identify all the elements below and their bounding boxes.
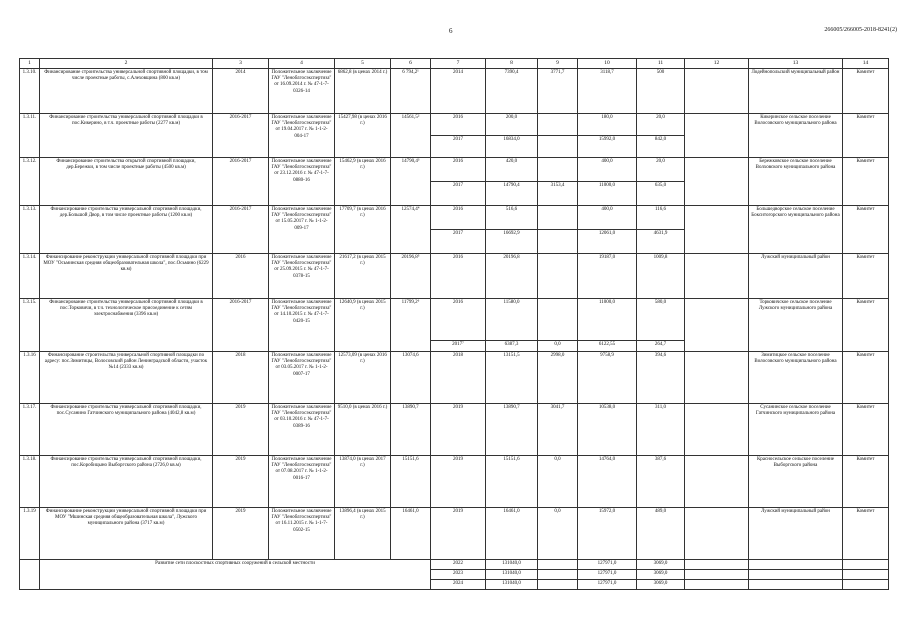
- row-number: 1.3.17.: [20, 403, 40, 455]
- measure-name: Финансирование строительства универсальной спортивной площадки в пос.Торковичи, в т.ч. технологическое присоединение к сетям электроснабжения (3396 кв.м): [40, 298, 213, 351]
- document-id: 266005/266005-2018-8241(2): [824, 27, 897, 33]
- cost-limit: 15151,6: [391, 455, 431, 507]
- regional-budget: 14764,0: [578, 455, 637, 507]
- regional-budget: 15992,0: [578, 135, 637, 157]
- executor: [749, 579, 843, 589]
- regional-budget: 11000,0: [578, 181, 637, 205]
- local-budget: 1009,8: [637, 253, 685, 298]
- funding-total: 20196,8: [486, 253, 538, 298]
- estimated-cost: 6862,8 (в ценах 2014 г.): [335, 68, 391, 113]
- federal-budget: 0,0: [538, 340, 578, 351]
- column-header: 8: [486, 59, 538, 69]
- column-header: 10: [578, 59, 637, 69]
- funding-total: 131040,0: [486, 559, 538, 569]
- page-number: 6: [449, 27, 453, 35]
- responsible: Комитет: [843, 68, 889, 113]
- funding-year: 2023: [431, 569, 486, 579]
- column-header: 9: [538, 59, 578, 69]
- estimated-cost: 21617,2 (в ценах 2015 г.): [335, 253, 391, 298]
- funding-year: 2018: [431, 351, 486, 403]
- cost-limit: 14790,4³: [391, 157, 431, 205]
- responsible: Комитет: [843, 113, 889, 157]
- local-budget: 387,6: [637, 455, 685, 507]
- local-budget: 20,0: [637, 113, 685, 135]
- expertise-conclusion: Положительное заключение ГАУ "Леноблгосэкспертиза" от 19.04.2017 г. № 1-1-2-004-17: [269, 113, 335, 157]
- responsible: Комитет: [843, 455, 889, 507]
- table-row: [20, 403, 889, 455]
- column-header: 4: [269, 59, 335, 69]
- funding-year: 2016: [431, 205, 486, 229]
- row-number: 1.3.19: [20, 507, 40, 559]
- column-header: 11: [637, 59, 685, 69]
- local-budget: 264,7: [637, 340, 685, 351]
- executor: Сусанинское сельское поселение Гатчинского муниципального района: [749, 403, 843, 455]
- cost-limit: 6 794,2¹: [391, 68, 431, 113]
- expertise-conclusion: Положительное заключение ГАУ "Леноблгосэкспертиза" от 14.10.2015 г. № 47-1-7-0420-15: [269, 298, 335, 351]
- other-sources: [685, 507, 749, 559]
- regional-budget: 12061,0: [578, 229, 637, 253]
- federal-budget: [538, 559, 578, 569]
- federal-budget: [538, 229, 578, 253]
- measure-name: Финансирование строительства универсальной спортивной площадки, в том числе проектные работы, с.Алеховщина (800 кв.м): [40, 68, 213, 113]
- local-budget: 3069,0: [637, 559, 685, 569]
- regional-budget: 15972,0: [578, 507, 637, 559]
- estimated-cost: 17709,7 (в ценах 2016 г.): [335, 205, 391, 253]
- cost-limit: 14561,5²: [391, 113, 431, 157]
- other-sources: [685, 403, 749, 455]
- federal-budget: 0,0: [538, 455, 578, 507]
- federal-budget: [538, 135, 578, 157]
- responsible: [843, 569, 889, 579]
- implementation-period: 2019: [213, 507, 269, 559]
- implementation-period: 2016-2017: [213, 205, 269, 253]
- measure-name: Финансирование строительства универсальной спортивной площадки, пос.Сусанино Гатчинского муниципального района (4042,8 кв.м): [40, 403, 213, 455]
- regional-budget: 10538,0: [578, 403, 637, 455]
- column-header: 6: [391, 59, 431, 69]
- local-budget: 3069,0: [637, 579, 685, 589]
- local-budget: 635,0: [637, 181, 685, 205]
- executor: [749, 559, 843, 569]
- regional-budget: 9758,9: [578, 351, 637, 403]
- funding-year: 2016: [431, 113, 486, 135]
- row-number: 1.3.12.: [20, 157, 40, 205]
- measure-name: Финансирование реконструкции универсальной спортивной площадки при МОУ "Осьминская средняя общеобразовательная школа", пос.Осьмино (6229 кв.м): [40, 253, 213, 298]
- other-sources: [685, 298, 749, 351]
- funding-year: 2016: [431, 157, 486, 181]
- other-sources: [685, 569, 749, 579]
- funding-total: 16834,0: [486, 135, 538, 157]
- other-sources: [685, 157, 749, 205]
- summary-row: [20, 559, 889, 569]
- table-body: [20, 68, 889, 589]
- federal-budget: [538, 113, 578, 135]
- executor: Лужский муниципальный район: [749, 253, 843, 298]
- executor: Лужский муниципальный район: [749, 507, 843, 559]
- funding-total: 131040,0: [486, 569, 538, 579]
- implementation-period: 2018: [213, 351, 269, 403]
- funding-total: 16461,0: [486, 507, 538, 559]
- measure-name: Финансирование строительства универсальной спортивной площадки, дер.Большой Двор, в том числе проектные работы (1200 кв.м): [40, 205, 213, 253]
- funding-total: 14790,4: [486, 181, 538, 205]
- funding-year: 2019: [431, 455, 486, 507]
- estimated-cost: 9510,0 (в ценах 2016 г.): [335, 403, 391, 455]
- regional-budget: 11000,0: [578, 298, 637, 340]
- other-sources: [685, 559, 749, 569]
- other-sources: [685, 253, 749, 298]
- funding-total: 13890,7: [486, 403, 538, 455]
- implementation-period: 2016-2017: [213, 113, 269, 157]
- local-budget: 4631,9: [637, 229, 685, 253]
- expertise-conclusion: Положительное заключение ГАУ "Леноблгосэкспертиза" от 07.08.2017 г. № 1-1-2-0016-17: [269, 455, 335, 507]
- table-row: [20, 157, 889, 181]
- column-header: 7: [431, 59, 486, 69]
- funding-total: 420,0: [486, 157, 538, 181]
- table-row: [20, 113, 889, 135]
- funding-year: 2017: [431, 229, 486, 253]
- expertise-conclusion: Положительное заключение ГАУ "Леноблгосэкспертиза" от 25.09.2015 г. № 47-1-7-0378-15: [269, 253, 335, 298]
- funding-year: 2024: [431, 579, 486, 589]
- other-sources: [685, 351, 749, 403]
- funding-total: 6387,3: [486, 340, 538, 351]
- column-header: 5: [335, 59, 391, 69]
- regional-budget: 400,0: [578, 205, 637, 229]
- federal-budget: [538, 205, 578, 229]
- funding-total: 15151,6: [486, 455, 538, 507]
- funding-total: 200,0: [486, 113, 538, 135]
- funding-year: 2019: [431, 507, 486, 559]
- expertise-conclusion: Положительное заключение ГАУ "Леноблгосэкспертиза" от 15.05.2017 г. № 1-1-2-009-17: [269, 205, 335, 253]
- other-sources: [685, 113, 749, 157]
- column-header: 2: [40, 59, 213, 69]
- table-row: [20, 455, 889, 507]
- table-row: [20, 507, 889, 559]
- program-table: [19, 58, 889, 590]
- federal-budget: 3771,7: [538, 68, 578, 113]
- responsible: Комитет: [843, 298, 889, 351]
- summary-label: Развитие сети плоскостных спортивных сооружений в сельской местности: [40, 559, 431, 589]
- measure-name: Финансирование реконструкции универсальной спортивной площадки при МОУ "Мшинская средняя общеобразовательная школа", Лужского муниципального района (3717 кв.м): [40, 507, 213, 559]
- estimated-cost: 13874,0 (в ценах 2017 г.): [335, 455, 391, 507]
- other-sources: [685, 579, 749, 589]
- implementation-period: 2019: [213, 455, 269, 507]
- funding-total: 131040,0: [486, 579, 538, 589]
- row-number: 1.3.15.: [20, 298, 40, 351]
- regional-budget: 400,0: [578, 157, 637, 181]
- expertise-conclusion: Положительное заключение ГАУ "Леноблгосэкспертиза" от 03.05.2017 г. № 1-1-2-0007-17: [269, 351, 335, 403]
- column-header: 1: [20, 59, 40, 69]
- federal-budget: 0,0: [538, 507, 578, 559]
- federal-budget: [538, 569, 578, 579]
- cost-limit: 16461,0: [391, 507, 431, 559]
- funding-year: 2019: [431, 403, 486, 455]
- row-number: 1.3.16: [20, 351, 40, 403]
- other-sources: [685, 455, 749, 507]
- cost-limit: 11799,2⁶: [391, 298, 431, 351]
- table-row: [20, 298, 889, 340]
- regional-budget: 19187,0: [578, 253, 637, 298]
- column-header: 3: [213, 59, 269, 69]
- cost-limit: 13074,6: [391, 351, 431, 403]
- regional-budget: 127971,0: [578, 559, 637, 569]
- federal-budget: 2998,0: [538, 351, 578, 403]
- executor: Кикеринское сельское поселение Волосовского муниципального района: [749, 113, 843, 157]
- other-sources: [685, 205, 749, 253]
- implementation-period: 2019: [213, 403, 269, 455]
- federal-budget: [538, 157, 578, 181]
- federal-budget: [538, 579, 578, 589]
- measure-name: Финансирование строительства универсальной спортивной площадки по адресу: пос.Зимитицы, Волосовский район Ленинградской области, участок №14 (2333 кв.м): [40, 351, 213, 403]
- responsible: Комитет: [843, 253, 889, 298]
- measure-name: Финансирование строительства открытой спортивной площадки, дер.Бережки, в том числе проектные работы (4500 кв.м): [40, 157, 213, 205]
- column-header: 12: [685, 59, 749, 69]
- estimated-cost: 12573,09 (в ценах 2016 г.): [335, 351, 391, 403]
- measure-name: Финансирование строительства универсальной спортивной площадки, пос.Коробицыно Выборгского района (2726,0 кв.м): [40, 455, 213, 507]
- responsible: [843, 579, 889, 589]
- funding-year: 2014: [431, 68, 486, 113]
- responsible: Комитет: [843, 205, 889, 253]
- federal-budget: [538, 253, 578, 298]
- table-row: [20, 68, 889, 113]
- funding-year: 2017: [431, 135, 486, 157]
- local-budget: 842,0: [637, 135, 685, 157]
- funding-year: 2017⁷: [431, 340, 486, 351]
- estimated-cost: 15427,98 (в ценах 2016 г.): [335, 113, 391, 157]
- funding-year: 2016: [431, 253, 486, 298]
- funding-total: 7390,4: [486, 68, 538, 113]
- table-header: [20, 59, 889, 69]
- federal-budget: [538, 298, 578, 340]
- table-row: [20, 351, 889, 403]
- implementation-period: 2016-2017: [213, 298, 269, 351]
- implementation-period: 2016-2017: [213, 157, 269, 205]
- estimated-cost: 12640,9 (в ценах 2015 г.): [335, 298, 391, 351]
- regional-budget: 6122,55: [578, 340, 637, 351]
- regional-budget: 127971,0: [578, 569, 637, 579]
- estimated-cost: 15462,9 (в ценах 2016 г.): [335, 157, 391, 205]
- funding-total: 16692,9: [486, 229, 538, 253]
- executor: Зимитицкое сельское поселение Волосовского муниципального района: [749, 351, 843, 403]
- estimated-cost: 13896,4 (в ценах 2015 г.): [335, 507, 391, 559]
- executor: Лодейнопольский муниципальный район: [749, 68, 843, 113]
- funding-total: 11580,0: [486, 298, 538, 340]
- local-budget: 500: [637, 68, 685, 113]
- row-number: 1.3.11.: [20, 113, 40, 157]
- federal-budget: 3041,7: [538, 403, 578, 455]
- table-row: [20, 205, 889, 229]
- row-number: 1.3.14.: [20, 253, 40, 298]
- expertise-conclusion: Положительное заключение ГАУ "Леноблгосэкспертиза" от 23.12.2016 г. № 47-1-7-0880-16: [269, 157, 335, 205]
- measure-name: Финансирование строительства универсальной спортивной площадки в пос.Кикерино, в т.ч. проектные работы (2277 кв.м): [40, 113, 213, 157]
- funding-total: 13151,5: [486, 351, 538, 403]
- column-header: 14: [843, 59, 889, 69]
- expertise-conclusion: Положительное заключение ГАУ "Леноблгосэкспертиза" от 03.10.2016 г. № 47-1-7-0389-16: [269, 403, 335, 455]
- column-header: 13: [749, 59, 843, 69]
- cost-limit: 20196,8⁵: [391, 253, 431, 298]
- regional-budget: 127971,0: [578, 579, 637, 589]
- local-budget: 20,0: [637, 157, 685, 181]
- responsible: Комитет: [843, 507, 889, 559]
- responsible: Комитет: [843, 157, 889, 205]
- cost-limit: 12574,4⁴: [391, 205, 431, 253]
- local-budget: 3069,0: [637, 569, 685, 579]
- expertise-conclusion: Положительное заключение ГАУ "Леноблгосэкспертиза" от 16.11.2015 г. № 1-1-7-0502-15: [269, 507, 335, 559]
- regional-budget: 3118,7: [578, 68, 637, 113]
- funding-year: 2022: [431, 559, 486, 569]
- cost-limit: 13890,7: [391, 403, 431, 455]
- local-budget: 116,6: [637, 205, 685, 229]
- row-number: 1.3.10.: [20, 68, 40, 113]
- expertise-conclusion: Положительное заключение ГАУ "Леноблгосэкспертиза" от 16.09.2014 г. № 47-1-7-0326-14: [269, 68, 335, 113]
- summary-number: [20, 559, 40, 589]
- regional-budget: 180,0: [578, 113, 637, 135]
- local-budget: 489,0: [637, 507, 685, 559]
- implementation-period: 2016: [213, 253, 269, 298]
- funding-total: 516,6: [486, 205, 538, 229]
- row-number: 1.3.18.: [20, 455, 40, 507]
- table-row: [20, 253, 889, 298]
- executor: Большедворское сельское поселение Бокситогорского муниципального района: [749, 205, 843, 253]
- funding-year: 2016: [431, 298, 486, 340]
- responsible: [843, 559, 889, 569]
- executor: Бережковское сельское поселение Волховского муниципального района: [749, 157, 843, 205]
- other-sources: [685, 68, 749, 113]
- local-budget: 311,0: [637, 403, 685, 455]
- responsible: Комитет: [843, 403, 889, 455]
- executor: [749, 569, 843, 579]
- federal-budget: 3153,4: [538, 181, 578, 205]
- local-budget: 394,6: [637, 351, 685, 403]
- row-number: 1.3.13.: [20, 205, 40, 253]
- implementation-period: 2014: [213, 68, 269, 113]
- responsible: Комитет: [843, 351, 889, 403]
- executor: Красносельское сельское поселение Выборгского района: [749, 455, 843, 507]
- funding-year: 2017: [431, 181, 486, 205]
- local-budget: 580,0: [637, 298, 685, 340]
- executor: Торковичское сельское поселение Лужского муниципального района: [749, 298, 843, 351]
